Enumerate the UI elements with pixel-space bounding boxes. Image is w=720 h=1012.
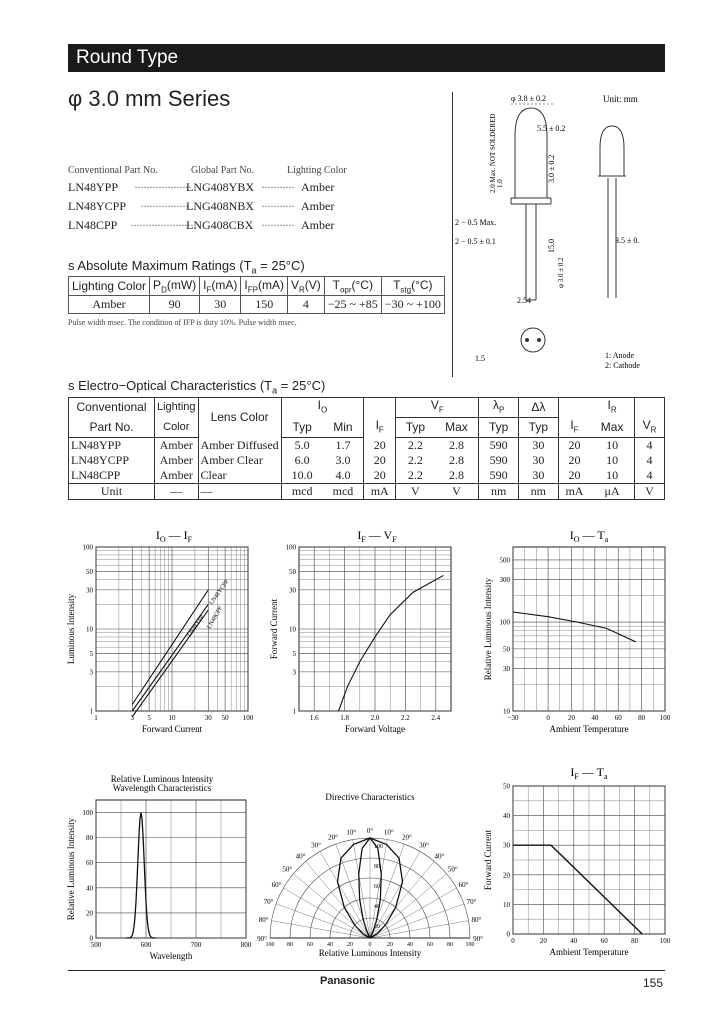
table-cell: 20: [364, 438, 396, 454]
hdr-io-min: Min: [323, 418, 364, 438]
x-tick-label: 40: [570, 937, 578, 945]
hdr-vf: $V_F$: [396, 398, 479, 418]
y-tick-label: 300: [499, 576, 510, 585]
y-tick-label: 20: [86, 909, 93, 918]
chart-spectrum: [62, 770, 262, 965]
dot-leader: ·····················: [130, 218, 193, 232]
table-cell: mA: [558, 484, 590, 500]
hdr-conventional: Conventional: [69, 398, 155, 418]
table-cell: 10: [590, 453, 634, 468]
val-pd: 90: [150, 296, 200, 314]
hdr-ir-blank: [558, 398, 590, 418]
angle-label: 0°: [366, 827, 374, 835]
parts-color: Amber: [301, 199, 335, 213]
hdr-io: $I_O$: [281, 398, 364, 418]
parts-row: [68, 218, 368, 236]
chart-title: $I_F$ — $V_F$: [357, 528, 397, 544]
chart-title: Directive Characteristics: [325, 792, 415, 802]
series-label: LN48YPP: [186, 614, 206, 639]
y-tick-label: 100: [82, 809, 93, 818]
drawing-divider: [452, 92, 453, 377]
dim-lead-tol: 2 − 0.5 ± 0.1: [455, 237, 496, 246]
hdr-delta-lambda: Δλ: [519, 398, 559, 418]
chart-title: Relative Luminous Intensity: [110, 774, 214, 784]
plot-frame: [513, 547, 665, 711]
bottom-label: 60: [427, 942, 433, 948]
page-number: 155: [643, 976, 664, 990]
chart-if-vf: [265, 525, 465, 740]
hdr-ir: $I_R$: [590, 398, 634, 418]
bottom-label: 20: [387, 942, 393, 948]
y-tick-label: 10: [289, 625, 296, 634]
table-cell: 4: [635, 438, 665, 454]
table-cell: 6.0: [294, 453, 310, 468]
table-cell: 20: [364, 453, 396, 468]
parts-header-global: Global Part No.: [191, 165, 255, 176]
dim-body: 3.0 ± 0.2: [547, 154, 556, 183]
x-tick-label: 60: [614, 714, 622, 722]
table-cell: LN48YCPP: [69, 453, 155, 468]
table-cell: 10.0: [291, 468, 313, 483]
table-cell: V: [635, 484, 665, 500]
angle-label: 20°: [328, 833, 338, 842]
table-cell: Clear: [198, 468, 281, 484]
hdr-ir-if: $I_F$: [558, 418, 590, 438]
bottom-label: 80: [447, 942, 453, 948]
dim-bottom: 1.5: [475, 354, 485, 363]
chart-io-ta: [475, 525, 675, 740]
angle-label: 90°: [257, 935, 267, 943]
y-tick-label: 80: [86, 834, 93, 843]
table-cell: 20: [568, 438, 581, 453]
x-axis-label: Wavelength: [149, 951, 193, 961]
y-tick-label: 40: [503, 812, 510, 821]
table-cell: Amber: [155, 468, 199, 484]
angle-label: 10°: [383, 828, 394, 837]
hdr-lighting-color: Lighting Color: [69, 277, 150, 296]
y-tick-label: 100: [285, 543, 296, 552]
val-ifp: 150: [241, 296, 288, 314]
hdr-if: $I_F(mA)$: [200, 277, 241, 296]
units-row: [69, 484, 665, 500]
table-cell: 30: [519, 438, 559, 454]
table-cell: 4: [635, 468, 665, 484]
hdr-if: $I_F$: [364, 398, 396, 438]
dim-extra: φ 3.0 ± 0.2: [557, 257, 565, 288]
dot-leader: ···········: [261, 180, 294, 194]
series-label: LN48YCPP: [208, 578, 231, 607]
radial-label: 100: [374, 844, 383, 850]
table-cell: Amber Diffused: [198, 438, 281, 454]
chart-io-if: [62, 525, 262, 740]
hdr-lens-color: Lens Color: [198, 398, 281, 438]
table-cell: 20: [568, 468, 581, 483]
x-tick-label: 100: [659, 714, 671, 722]
bottom-label: 0: [368, 942, 372, 948]
dim-pitch: 2.54: [517, 296, 531, 305]
table-cell: nm: [519, 484, 559, 500]
bottom-label: 80: [287, 942, 293, 948]
y-axis-label: Luminous Intensity: [66, 593, 76, 665]
bottom-label: 100: [465, 942, 475, 948]
table-cell: 3.0: [323, 453, 364, 468]
y-tick-label: 5: [292, 650, 296, 659]
pulse-note: Pulse width msec. The condition of IFP is duty 10%. Pulse width msec.: [68, 318, 297, 327]
table-cell: 590: [479, 468, 519, 484]
y-tick-label: 50: [289, 568, 296, 577]
table-cell: 4: [635, 453, 665, 468]
table-cell: 590: [479, 438, 519, 454]
parts-row: [68, 199, 368, 217]
chart-subtitle: Wavelength Characteristics: [112, 783, 212, 793]
angle-label: 70°: [466, 898, 477, 907]
table-cell: 1.7: [323, 438, 364, 454]
table-cell: 2.8: [435, 453, 479, 468]
series-label: LN48CPP: [206, 605, 225, 630]
unit-label: Unit: mm: [603, 94, 638, 104]
hdr-ir-max: Max: [590, 418, 634, 438]
parts-color: Amber: [301, 180, 335, 194]
pin-anode-label: 1: Anode: [605, 351, 635, 360]
val-vr: 4: [287, 296, 324, 314]
y-tick-label: 30: [503, 841, 510, 850]
bottom-label: 60: [307, 942, 313, 948]
page-title-banner: Round Type: [68, 44, 665, 72]
dim-not-soldered: 2.0 Max. NOT SOLDERED: [489, 113, 497, 193]
bottom-label: 40: [407, 942, 413, 948]
table-cell: V: [396, 484, 435, 500]
y-tick-label: 0: [506, 930, 510, 939]
y-tick-label: 10: [503, 707, 510, 716]
parts-global: LNG408CBX: [186, 218, 254, 232]
table-cell: 10: [590, 468, 634, 484]
table-cell: 2.2: [407, 453, 423, 468]
bottom-view-circle: [521, 328, 545, 352]
y-tick-label: 1: [89, 707, 93, 716]
x-tick-label: 500: [90, 941, 102, 949]
hdr-lighting: Lighting: [155, 398, 199, 418]
x-tick-label: 10: [168, 714, 176, 722]
y-axis-label: Forward Current: [269, 598, 279, 660]
parts-global: LNG408YBX: [186, 180, 254, 194]
x-axis-label: Ambient Temperature: [549, 724, 629, 734]
x-tick-label: 30: [204, 714, 212, 722]
table-cell: mcd: [323, 484, 364, 500]
y-tick-label: 1: [292, 707, 296, 716]
series-title: φ 3.0 mm Series: [68, 86, 231, 111]
footer-rule: [68, 970, 665, 971]
dim-small: 1.0: [496, 179, 504, 188]
y-tick-label: 5: [89, 650, 93, 659]
x-tick-label: 80: [631, 937, 639, 945]
table-cell: Amber: [155, 453, 199, 468]
x-tick-label: 40: [591, 714, 599, 722]
table-cell: V: [435, 484, 479, 500]
table-cell: LN48YPP: [69, 438, 155, 454]
table-cell: Amber Clear: [198, 453, 281, 468]
table-cell: 10: [590, 438, 634, 454]
electro-table: [68, 397, 665, 500]
hdr-vr-blank: [635, 398, 665, 418]
series-line: [513, 612, 636, 642]
parts-header-color: Lighting Color: [287, 165, 347, 176]
hdr-color: Color: [155, 418, 199, 438]
hdr-lambda-p: $\lambda_P$: [479, 398, 519, 418]
table-cell: mA: [364, 484, 396, 500]
dim-lead-length: 15.0: [547, 239, 556, 253]
hdr-ifp: $I_{FP}(mA)$: [241, 277, 288, 296]
y-tick-label: 50: [86, 568, 93, 577]
x-tick-label: 0: [511, 937, 515, 945]
bottom-label: 20: [347, 942, 353, 948]
parts-color: Amber: [301, 218, 335, 232]
x-tick-label: 2.0: [370, 714, 380, 722]
x-tick-label: 600: [140, 941, 152, 949]
angle-label: 30°: [419, 841, 429, 850]
hdr-topr: $T_{opr}(^\circ C)$: [324, 277, 381, 296]
angle-label: 70°: [263, 898, 274, 907]
x-tick-label: 100: [242, 714, 254, 722]
hdr-vf-typ: Typ: [396, 418, 435, 438]
x-tick-label: 2.4: [431, 714, 441, 722]
table-cell: 30: [519, 453, 559, 468]
bottom-label: 100: [265, 942, 275, 948]
angle-label: 80°: [258, 916, 269, 925]
y-tick-label: 10: [86, 625, 93, 634]
table-row: [69, 468, 665, 484]
table-cell: 2.8: [435, 468, 479, 484]
parts-conventional: LN48YPP: [68, 180, 119, 194]
table-cell: 2.2: [407, 438, 423, 453]
y-axis-label: Relative Luminous Intensity: [66, 817, 76, 921]
angle-label: 50°: [282, 865, 293, 874]
x-axis-label: Ambient Temperature: [549, 947, 629, 957]
x-tick-label: 20: [539, 937, 547, 945]
led-body-outline: [515, 108, 547, 198]
table-cell: 5.0: [294, 438, 310, 453]
dim-length: 5.5 ± 0.2: [537, 124, 566, 133]
y-tick-label: 50: [503, 645, 510, 654]
table-cell: μA: [590, 484, 634, 500]
x-tick-label: 800: [240, 941, 252, 949]
bottom-label: 40: [327, 942, 333, 948]
parts-row: [68, 180, 368, 198]
chart-directive: [255, 790, 485, 965]
hdr-io-typ: Typ: [281, 418, 323, 438]
y-tick-label: 0: [89, 934, 93, 943]
table-row: [69, 453, 665, 468]
angle-label: 10°: [346, 828, 357, 837]
series-line: [339, 575, 444, 711]
y-tick-label: 100: [499, 618, 510, 627]
table-cell: —: [155, 484, 199, 500]
parts-conventional: LN48CPP: [68, 218, 118, 232]
hdr-tstg: $T_{stg}(^\circ C)$: [381, 277, 444, 296]
hdr-dl-typ: Typ: [519, 418, 559, 438]
hdr-vr: $V_R$: [635, 418, 665, 438]
angle-label: 60°: [458, 881, 469, 889]
y-tick-label: 30: [503, 665, 510, 674]
y-axis-label: Forward Current: [483, 829, 493, 891]
angle-label: 30°: [311, 841, 321, 850]
chart-title: $I_F$ — $T_a$: [570, 765, 608, 781]
y-tick-label: 100: [82, 543, 93, 552]
side-view-body: [600, 126, 624, 176]
table-cell: Amber: [155, 438, 199, 454]
x-tick-label: 2.2: [401, 714, 410, 722]
x-tick-label: 60: [600, 937, 608, 945]
angle-label: 20°: [402, 833, 412, 842]
table-cell: 20: [364, 468, 396, 484]
y-tick-label: 30: [86, 586, 93, 595]
parts-conventional: LN48YCPP: [68, 199, 127, 213]
x-tick-label: 3: [130, 714, 135, 722]
table-cell: 4.0: [323, 468, 364, 484]
y-tick-label: 60: [86, 859, 93, 868]
x-tick-label: 1.8: [340, 714, 349, 722]
y-tick-label: 50: [503, 782, 510, 791]
table-cell: —: [198, 484, 281, 500]
x-tick-label: 700: [190, 941, 202, 949]
angle-label: 40°: [434, 852, 445, 861]
hdr-pd: $P_D(mW)$: [150, 277, 200, 296]
hdr-vf-max: Max: [435, 418, 479, 438]
table-cell: LN48CPP: [69, 468, 155, 484]
chart-title: $I_O$ — $T_a$: [569, 528, 609, 544]
abs-max-title: s Absolute Maximum Ratings $(T_a = 25^\circ C)$: [68, 258, 305, 276]
angle-label: 40°: [295, 852, 306, 861]
electro-title: s Electro−Optical Characteristics $(T_a = 25^\circ C)$: [68, 378, 326, 396]
table-cell: 30: [519, 468, 559, 484]
x-tick-label: 1: [94, 714, 98, 722]
table-cell: nm: [479, 484, 519, 500]
table-cell: 20: [568, 453, 581, 468]
x-tick-label: 100: [659, 937, 671, 945]
val-tstg: −30 ~ +100: [381, 296, 444, 314]
val-topr: −25 ~ +85: [324, 296, 381, 314]
y-tick-label: 500: [499, 556, 510, 565]
dot-leader: ···················: [134, 180, 191, 194]
table-cell: 2.8: [435, 438, 479, 454]
y-tick-label: 20: [503, 871, 510, 880]
x-tick-label: 1.6: [309, 714, 319, 722]
table-cell: 2.2: [407, 468, 423, 483]
parts-header-conventional: Conventional Part No.: [68, 165, 158, 176]
hdr-vr: $V_R(V)$: [287, 277, 324, 296]
brand-logo: Panasonic: [320, 975, 376, 987]
angle-label: 80°: [471, 916, 482, 925]
angle-label: 90°: [473, 935, 483, 943]
table-cell: 590: [479, 453, 519, 468]
radial-label: 80: [374, 864, 380, 870]
x-axis-label: Forward Current: [141, 724, 203, 734]
val-color: Amber: [69, 296, 150, 314]
radial-label: 60: [374, 884, 380, 890]
pin-cathode-label: 2: Cathode: [605, 361, 640, 370]
chart-title: $I_O$ — $I_F$: [155, 528, 193, 544]
series-line: [126, 813, 156, 938]
x-tick-label: −30: [507, 714, 519, 722]
x-axis-label: Relative Luminous Intensity: [318, 948, 422, 958]
table-cell: Unit: [69, 484, 155, 500]
radial-label: 20: [374, 924, 380, 930]
x-tick-label: 0: [546, 714, 550, 722]
y-tick-label: 40: [86, 884, 93, 893]
abs-max-table: [68, 276, 445, 314]
hdr-lp-typ: Typ: [479, 418, 519, 438]
y-tick-label: 3: [292, 668, 296, 677]
val-if: 30: [200, 296, 241, 314]
radial-label: 40: [374, 904, 380, 910]
x-tick-label: 80: [638, 714, 646, 722]
x-tick-label: 5: [147, 714, 151, 722]
y-tick-label: 30: [289, 586, 296, 595]
y-tick-label: 10: [503, 900, 510, 909]
dim-side: 3.5 ± 0.: [615, 236, 640, 245]
dimension-drawing: [455, 88, 670, 383]
dim-lead-width: 2 − 0.5 Max.: [455, 218, 497, 227]
x-tick-label: 50: [221, 714, 229, 722]
hdr-partno: Part No.: [69, 418, 155, 438]
angle-label: 60°: [271, 881, 282, 889]
angle-label: 50°: [447, 865, 458, 874]
y-axis-label: Relative Luminous Intensity: [483, 577, 493, 681]
y-tick-label: 3: [89, 668, 93, 677]
dot-leader: ···········: [261, 199, 294, 213]
table-cell: mcd: [281, 484, 323, 500]
dim-diameter: φ 3.8 ± 0.2: [511, 94, 547, 103]
x-axis-label: Forward Voltage: [345, 724, 405, 734]
dot-leader: ···········: [261, 218, 294, 232]
dot-leader: ················: [140, 199, 188, 213]
x-tick-label: 20: [567, 714, 575, 722]
parts-global: LNG408NBX: [186, 199, 254, 213]
table-row: [69, 438, 665, 454]
chart-if-ta: [475, 760, 675, 965]
